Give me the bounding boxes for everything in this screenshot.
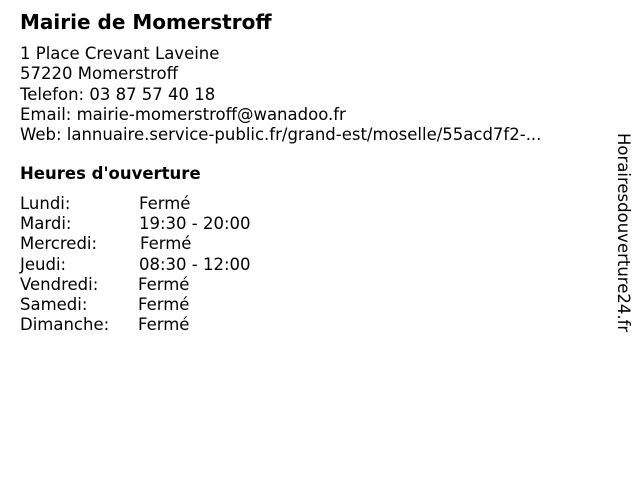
contact-info	[20, 44, 541, 145]
address-street: 1 Place Crevant Laveine	[20, 44, 220, 63]
day-label: Dimanche:	[20, 315, 110, 335]
day-hours: Fermé	[138, 274, 190, 294]
day-hours: 08:30 - 12:00	[139, 254, 251, 274]
day-hours: Fermé	[139, 194, 191, 213]
day-label: Jeudi:	[20, 254, 67, 274]
phone-number: Telefon: 03 87 57 40 18	[20, 84, 216, 104]
page-title: Mairie de Momerstroff	[20, 10, 272, 34]
day-hours: Fermé	[138, 315, 190, 335]
day-label: Lundi:	[20, 194, 71, 213]
day-label: Mardi:	[20, 214, 72, 234]
day-hours: Fermé	[138, 294, 190, 314]
day-label: Vendredi:	[20, 274, 99, 294]
address-city: 57220 Momerstroff	[20, 64, 179, 84]
day-label: Mercredi:	[20, 234, 98, 254]
email-address: Email: mairie-momerstroff@wanadoo.fr	[20, 104, 346, 124]
site-brand-vertical	[611, 133, 635, 347]
day-hours: Fermé	[140, 234, 192, 254]
opening-hours-heading: Heures d'ouverture	[20, 164, 201, 183]
website-url: Web: lannuaire.service-public.fr/grand-est/moselle/55acd7f2-...	[20, 125, 542, 145]
day-label: Samedi:	[20, 294, 88, 314]
day-hours: 19:30 - 20:00	[139, 214, 251, 234]
site-brand-label: Horairesdouverture24.fr	[614, 133, 633, 333]
